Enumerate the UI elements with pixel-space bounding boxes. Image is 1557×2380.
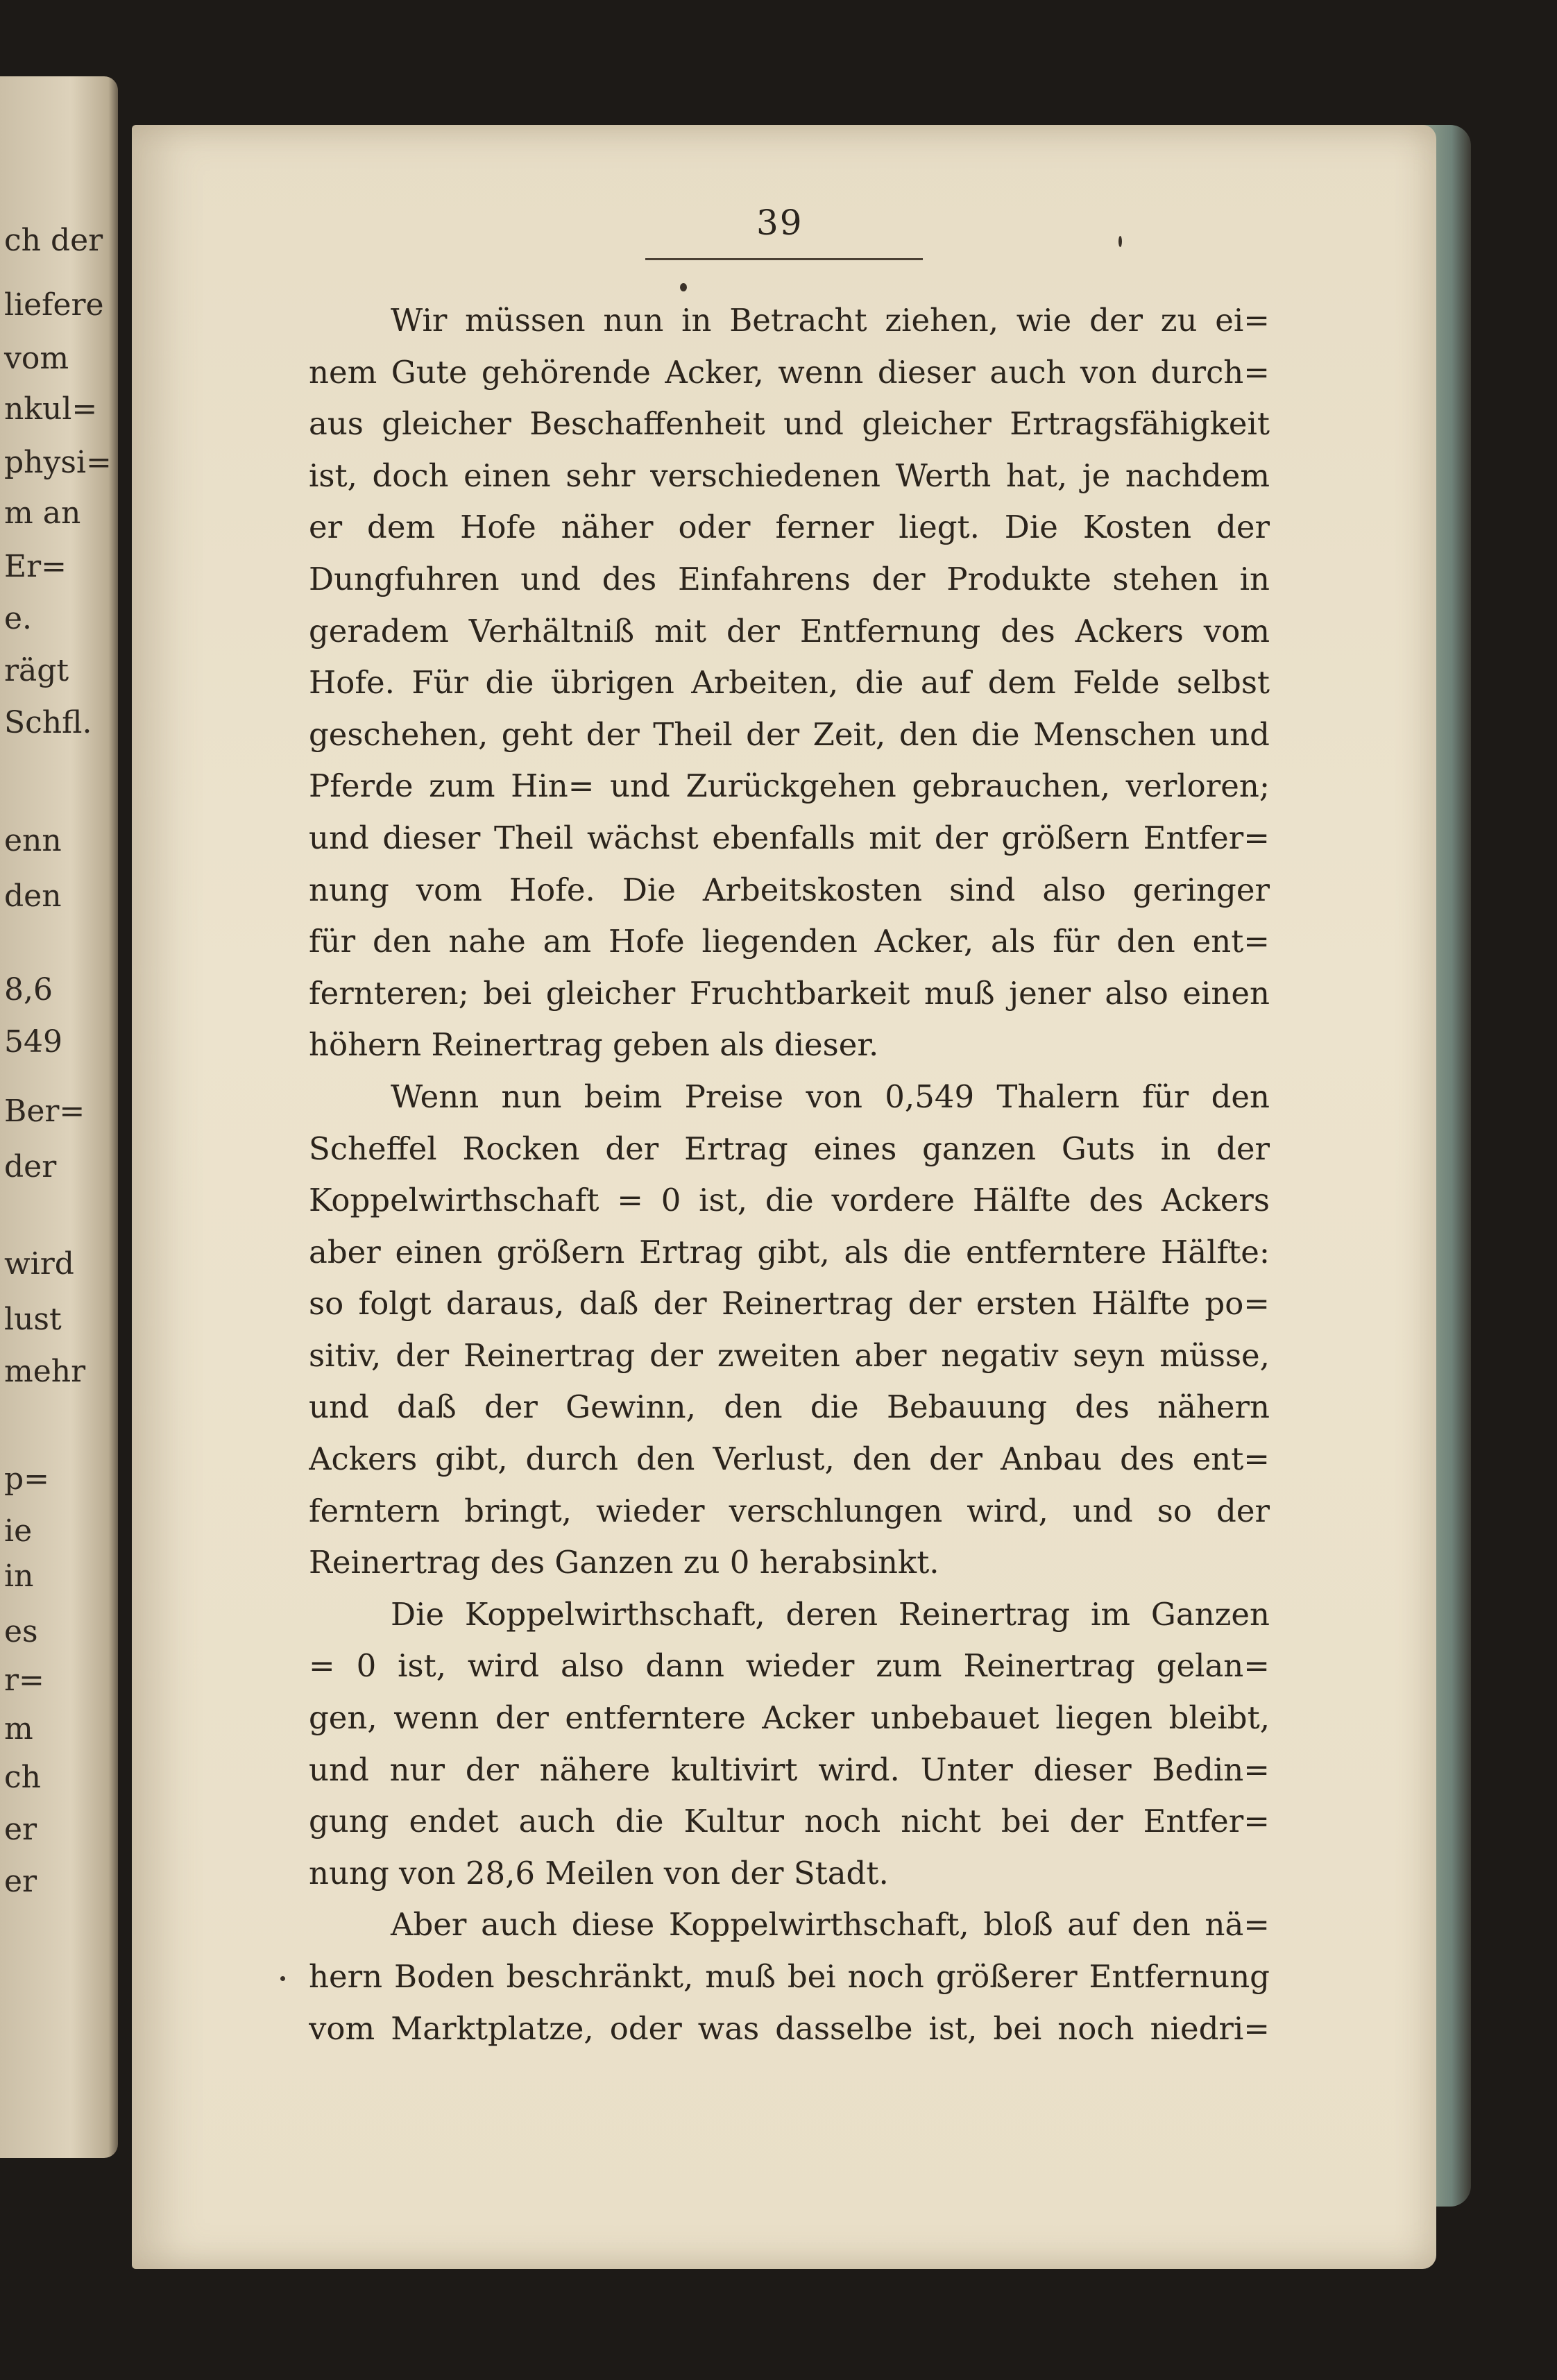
text-line: ist, doch einen sehr verschiedenen Werth hat, je nachdem <box>309 457 1270 494</box>
ink-speck <box>680 283 687 291</box>
text-line: geradem Verhältniß mit der Entfernung des Ackers vom <box>309 612 1270 649</box>
text-line: Aber auch diese Koppelwirthschaft, bloß auf den nä= <box>391 1906 1270 1944</box>
header-rule <box>645 258 923 260</box>
facing-page-text-fragment: der <box>4 1149 57 1184</box>
facing-page-text-fragment: Schfl. <box>4 705 92 740</box>
text-line: so folgt daraus, daß der Reinertrag der ersten Hälfte po= <box>309 1285 1270 1323</box>
text-line: Pferde zum Hin= und Zurückgehen gebrauchen, verloren; <box>309 767 1270 805</box>
text-line: aber einen größern Ertrag gibt, als die entferntere Hälfte: <box>309 1233 1270 1270</box>
text-line: Ackers gibt, durch den Verlust, den der Anbau des ent= <box>309 1440 1270 1478</box>
facing-page-text-fragment: lust <box>4 1302 62 1337</box>
text-line: er dem Hofe näher oder ferner liegt. Die Kosten der <box>309 509 1270 546</box>
text-line: Reinertrag des Ganzen zu 0 herabsinkt. <box>309 1544 939 1581</box>
text-line: gung endet auch die Kultur noch nicht bei der Entfer= <box>309 1803 1270 1840</box>
facing-page-text-fragment: m <box>4 1711 33 1746</box>
facing-page-text-fragment: nkul= <box>4 391 98 427</box>
text-line: und nur der nähere kultivirt wird. Unter dieser Bedin= <box>309 1751 1270 1788</box>
text-line: höhern Reinertrag geben als dieser. <box>309 1026 879 1064</box>
text-line: Wenn nun beim Preise von 0,549 Thalern für den <box>391 1078 1270 1115</box>
ink-speck <box>1118 236 1122 247</box>
facing-page-text-fragment: den <box>4 878 62 914</box>
facing-page-text-fragment: es <box>4 1614 38 1649</box>
facing-page-text-fragment: p= <box>4 1461 50 1497</box>
facing-page-text-fragment: vom <box>4 341 69 376</box>
text-line: hern Boden beschränkt, muß bei noch größerer Entfernung <box>309 1958 1270 1995</box>
text-line: = 0 ist, wird also dann wieder zum Reinertrag gelan= <box>309 1647 1270 1685</box>
ink-speck <box>280 1976 285 1981</box>
facing-page-text-fragment: Ber= <box>4 1094 85 1129</box>
page-number: 39 <box>756 203 803 243</box>
facing-page-text-fragment: mehr <box>4 1354 86 1389</box>
facing-page-text-fragment: m an <box>4 495 81 531</box>
text-line: ferntern bringt, wieder verschlungen wird, und so der <box>309 1492 1270 1529</box>
facing-page-text-fragment: ch der <box>4 223 103 258</box>
facing-page-text-fragment: liefere <box>4 287 104 323</box>
text-line: Koppelwirthschaft = 0 ist, die vordere Hälfte des Ackers <box>309 1182 1270 1219</box>
facing-page-text-fragment: ie <box>4 1513 33 1549</box>
text-line: aus gleicher Beschaffenheit und gleicher Ertragsfähigkeit <box>309 405 1270 443</box>
facing-page-text-fragment: physi= <box>4 445 112 480</box>
facing-page-text-fragment: er <box>4 1812 37 1847</box>
facing-page-text-fragment: rägt <box>4 653 69 688</box>
facing-page-text-fragment: e. <box>4 601 33 636</box>
facing-page-text-fragment: ch <box>4 1760 41 1795</box>
text-line: nung von 28,6 Meilen von der Stadt. <box>309 1854 889 1892</box>
facing-page-text-fragment: r= <box>4 1663 44 1698</box>
text-line: nem Gute gehörende Acker, wenn dieser auch von durch= <box>309 353 1270 391</box>
text-line: Scheffel Rocken der Ertrag eines ganzen Guts in der <box>309 1130 1270 1167</box>
text-line: gen, wenn der entferntere Acker unbebauet liegen bleibt, <box>309 1699 1270 1737</box>
text-line: sitiv, der Reinertrag der zweiten aber negativ seyn müsse, <box>309 1336 1270 1374</box>
facing-page-text-fragment: Er= <box>4 549 67 584</box>
text-line: Dungfuhren und des Einfahrens der Produkte stehen in <box>309 560 1270 597</box>
text-line: Hofe. Für die übrigen Arbeiten, die auf dem Felde selbst <box>309 664 1270 702</box>
text-line: und daß der Gewinn, den die Bebauung des nähern <box>309 1388 1270 1426</box>
facing-page-text-fragment: er <box>4 1864 37 1899</box>
facing-page-text-fragment: 549 <box>4 1024 62 1060</box>
text-line: Die Koppelwirthschaft, deren Reinertrag im Ganzen <box>391 1595 1270 1633</box>
body-text <box>309 295 1270 2055</box>
text-line: vom Marktplatze, oder was dasselbe ist, bei noch niedri= <box>309 2009 1270 2047</box>
text-line: für den nahe am Hofe liegenden Acker, als für den ent= <box>309 923 1270 960</box>
text-line: und dieser Theil wächst ebenfalls mit der größern Entfer= <box>309 819 1270 856</box>
facing-page-left <box>0 76 118 2158</box>
text-line: nung vom Hofe. Die Arbeitskosten sind also geringer <box>309 871 1270 908</box>
facing-page-text-fragment: wird <box>4 1246 74 1282</box>
text-line: fernteren; bei gleicher Fruchtbarkeit muß jener also einen <box>309 974 1270 1012</box>
facing-page-text-fragment: 8,6 <box>4 972 53 1008</box>
text-line: Wir müssen nun in Betracht ziehen, wie der zu ei= <box>391 302 1270 339</box>
facing-page-text-fragment: enn <box>4 823 62 858</box>
text-line: geschehen, geht der Theil der Zeit, den die Menschen und <box>309 715 1270 753</box>
facing-page-text-fragment: in <box>4 1558 34 1594</box>
